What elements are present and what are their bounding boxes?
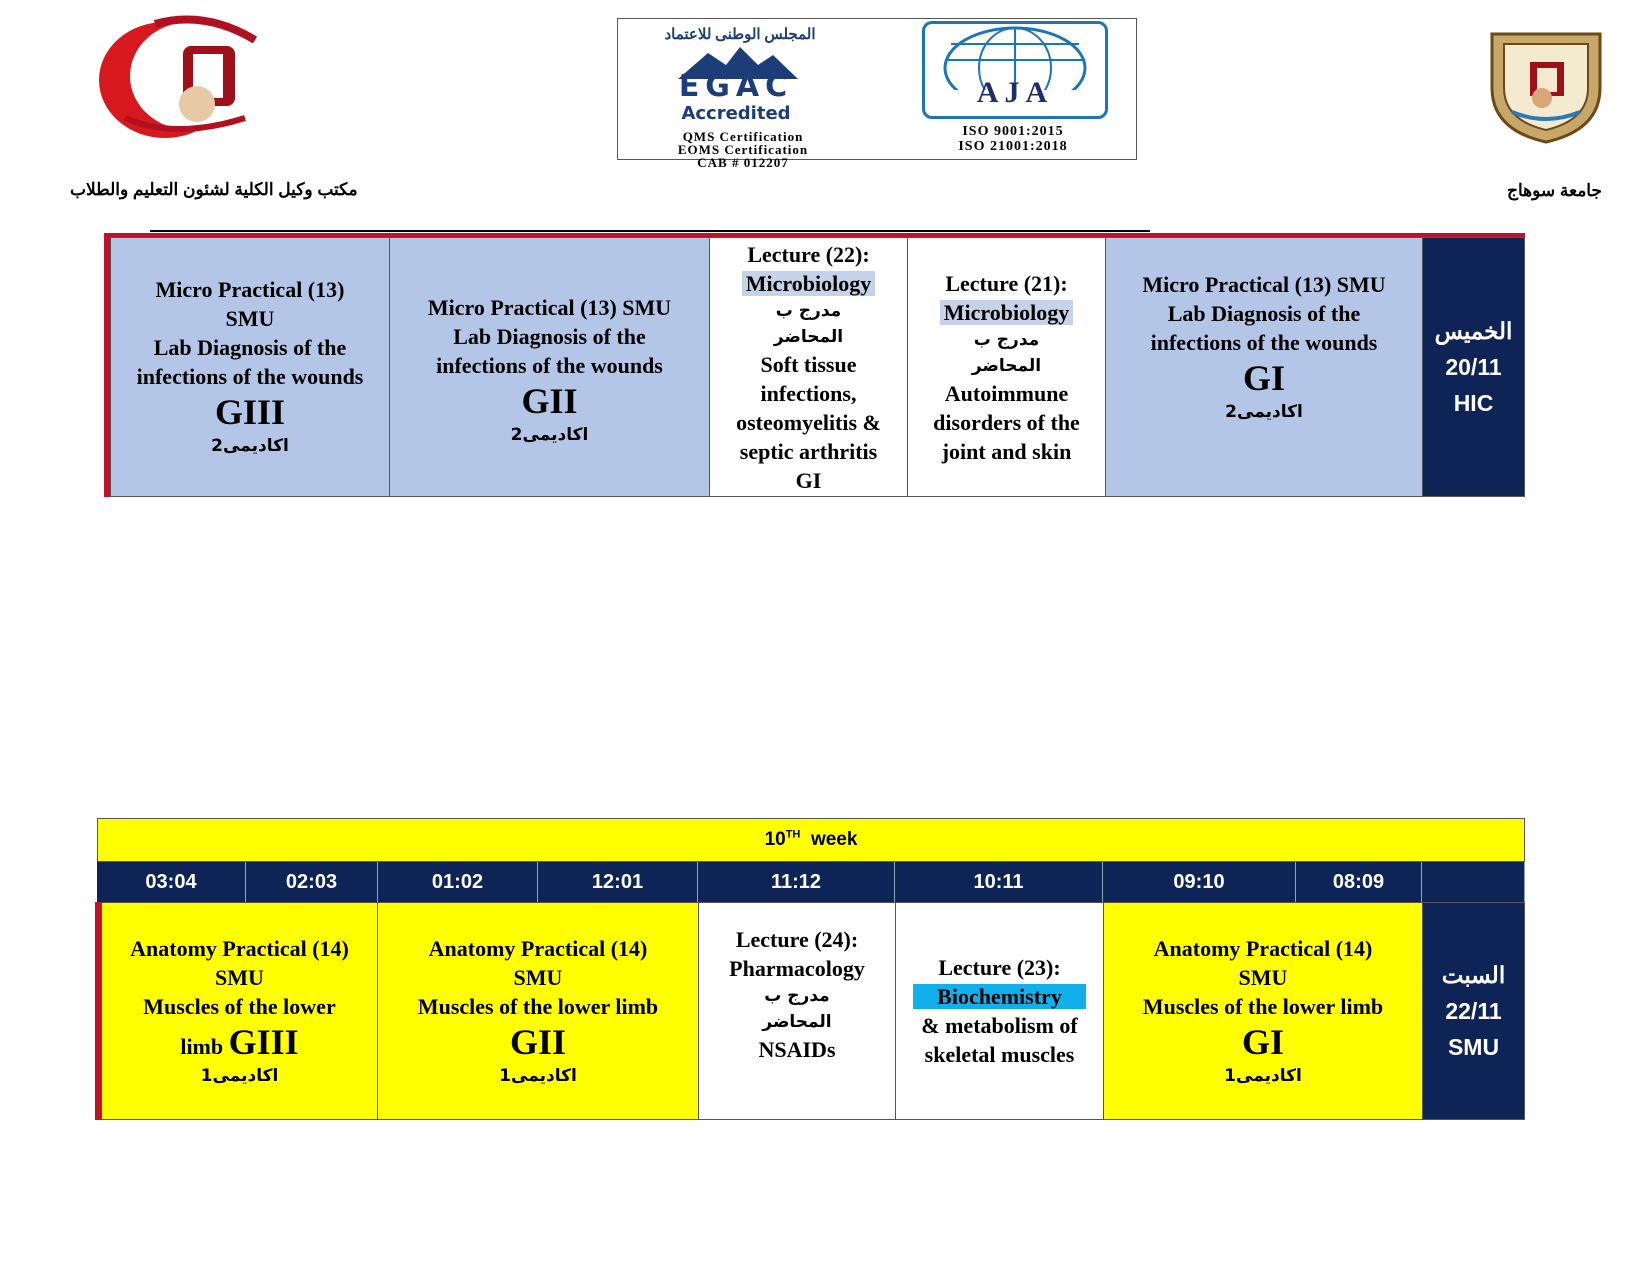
lecture-label: Lecture (22): bbox=[747, 241, 870, 267]
lecture-label: Lecture (24): bbox=[735, 927, 859, 952]
group-label: GIII bbox=[214, 392, 286, 432]
egac-line: CAB # 012207 bbox=[697, 155, 789, 170]
room-label: اكاديمى1 bbox=[499, 1065, 577, 1086]
topic-line: Autoimmune bbox=[944, 380, 1069, 406]
group-label: GI bbox=[795, 467, 822, 493]
week-header bbox=[97, 818, 1525, 862]
cell-line: Lab Diagnosis of the bbox=[153, 335, 347, 360]
cell-line: infections of the wounds bbox=[436, 353, 663, 378]
topic-line: septic arthritis bbox=[739, 438, 878, 464]
schedule-cell bbox=[110, 237, 390, 497]
time-slot-header: 08:09 bbox=[1296, 862, 1422, 902]
cell-line: SMU bbox=[1238, 964, 1288, 990]
subject-label: Pharmacology bbox=[729, 956, 865, 981]
iso-line: ISO 9001:2015 bbox=[962, 124, 1064, 139]
time-slot-header: 02:03 bbox=[246, 862, 378, 902]
time-slot-header: 10:11 bbox=[895, 862, 1103, 902]
cell-line: infections of the wounds bbox=[136, 364, 364, 389]
group-label: GII bbox=[509, 1021, 567, 1062]
hall-label: المحاضر bbox=[773, 326, 844, 347]
subject-label: Microbiology bbox=[742, 271, 875, 296]
egac-title: EGAC bbox=[678, 69, 794, 104]
topic-line: skeletal muscles bbox=[924, 1042, 1075, 1067]
time-slot-header-empty bbox=[1422, 862, 1525, 902]
vice-dean-office-label: مكتب وكيل الكلية لشئون التعليم والطلاب bbox=[70, 180, 358, 199]
time-slot-header: 12:01 bbox=[538, 862, 698, 902]
iso-line: ISO 21001:2018 bbox=[958, 139, 1068, 154]
time-slot-header: 03:04 bbox=[97, 862, 246, 902]
cell-line: Lab Diagnosis of the bbox=[1167, 301, 1361, 326]
group-label: GII bbox=[521, 381, 578, 421]
topic-line: infections, bbox=[760, 380, 857, 406]
topic-line: Soft tissue bbox=[760, 351, 857, 377]
cell-line: Micro Practical (13) SMU bbox=[427, 295, 672, 320]
room-label: اكاديمى2 bbox=[211, 436, 289, 456]
group-label: GI bbox=[1241, 1021, 1284, 1062]
room-label: اكاديمى2 bbox=[1225, 402, 1303, 422]
day-place: SMU bbox=[1447, 1034, 1500, 1060]
cell-line: limb bbox=[180, 1033, 224, 1059]
egac-line: EOMS Certification bbox=[677, 142, 809, 157]
lecture-label: Lecture (21): bbox=[945, 270, 1068, 296]
university-seal bbox=[1482, 18, 1610, 146]
week-label: week bbox=[810, 829, 858, 850]
hall-label: مدرج ب bbox=[775, 300, 842, 321]
cell-line: Anatomy Practical (14) bbox=[130, 935, 349, 961]
cell-line: Lab Diagnosis of the bbox=[453, 324, 646, 349]
aja-title: AJA bbox=[976, 76, 1054, 109]
egac-line: QMS Certification bbox=[682, 129, 804, 144]
schedule-cell bbox=[1105, 237, 1423, 497]
time-slot-header: 09:10 bbox=[1103, 862, 1296, 902]
week-suffix: TH bbox=[785, 828, 801, 841]
cell-line: SMU bbox=[225, 306, 275, 331]
schedule-cell bbox=[1103, 902, 1423, 1120]
schedule-cell bbox=[907, 237, 1106, 497]
faculty-logo bbox=[95, 14, 260, 139]
schedule-cell bbox=[389, 237, 710, 497]
group-label: GI bbox=[1242, 358, 1285, 398]
cell-line: SMU bbox=[513, 964, 563, 990]
topic-line: osteomyelitis & bbox=[736, 409, 881, 435]
schedule-cell bbox=[377, 902, 699, 1120]
divider bbox=[150, 230, 1150, 232]
hall-label: المحاضر bbox=[762, 1012, 832, 1032]
hall-label: المحاضر bbox=[971, 355, 1042, 376]
day-name: الخميس bbox=[1434, 318, 1513, 344]
schedule-cell bbox=[895, 902, 1104, 1120]
topic-line: disorders of the bbox=[933, 409, 1080, 435]
cell-line: Muscles of the lower bbox=[143, 993, 336, 1019]
topic-line: & metabolism of bbox=[921, 1013, 1078, 1038]
schedule-cell bbox=[101, 902, 378, 1120]
hall-label: مدرج ب bbox=[973, 329, 1040, 350]
room-label: اكاديمى2 bbox=[510, 425, 589, 445]
schedule-cell bbox=[698, 902, 896, 1120]
subject-label: Biochemistry bbox=[913, 984, 1086, 1009]
university-name-label: جامعة سوهاج bbox=[1507, 181, 1602, 200]
aja-logo bbox=[922, 21, 1108, 119]
hall-label: مدرج ب bbox=[764, 986, 830, 1006]
group-label: GIII bbox=[228, 1021, 299, 1062]
week-number: 10 bbox=[764, 829, 786, 850]
time-slot-header: 01:02 bbox=[378, 862, 538, 902]
subject-label: Microbiology bbox=[940, 300, 1073, 325]
day-date: 20/11 bbox=[1445, 354, 1502, 380]
schedule-cell bbox=[709, 237, 908, 497]
cell-line: Micro Practical (13) SMU bbox=[1142, 272, 1386, 297]
cell-line: Muscles of the lower limb bbox=[1142, 993, 1384, 1019]
day-place: HIC bbox=[1453, 390, 1494, 416]
lecture-label: Lecture (23): bbox=[938, 955, 1061, 980]
accreditation-banner bbox=[617, 18, 1137, 170]
topic-line: joint and skin bbox=[941, 438, 1072, 464]
topic-line: NSAIDs bbox=[758, 1037, 836, 1062]
cell-line: Anatomy Practical (14) bbox=[428, 935, 648, 961]
cell-line: Muscles of the lower limb bbox=[417, 993, 659, 1019]
day-name: السبت bbox=[1441, 962, 1506, 988]
room-label: اكاديمى1 bbox=[1224, 1065, 1302, 1086]
day-date: 22/11 bbox=[1445, 998, 1502, 1024]
day-cell bbox=[1422, 902, 1525, 1120]
cell-line: SMU bbox=[215, 964, 264, 990]
egac-arabic-title: المجلس الوطنى للاعتماد bbox=[664, 27, 816, 43]
cell-line: Anatomy Practical (14) bbox=[1153, 935, 1373, 961]
room-label: اكاديمى1 bbox=[200, 1065, 279, 1086]
cell-line: infections of the wounds bbox=[1150, 330, 1378, 355]
cell-line: Micro Practical (13) bbox=[155, 277, 345, 302]
egac-accredited: Accredited bbox=[681, 103, 791, 124]
time-slot-header: 11:12 bbox=[698, 862, 895, 902]
day-cell bbox=[1422, 237, 1525, 497]
